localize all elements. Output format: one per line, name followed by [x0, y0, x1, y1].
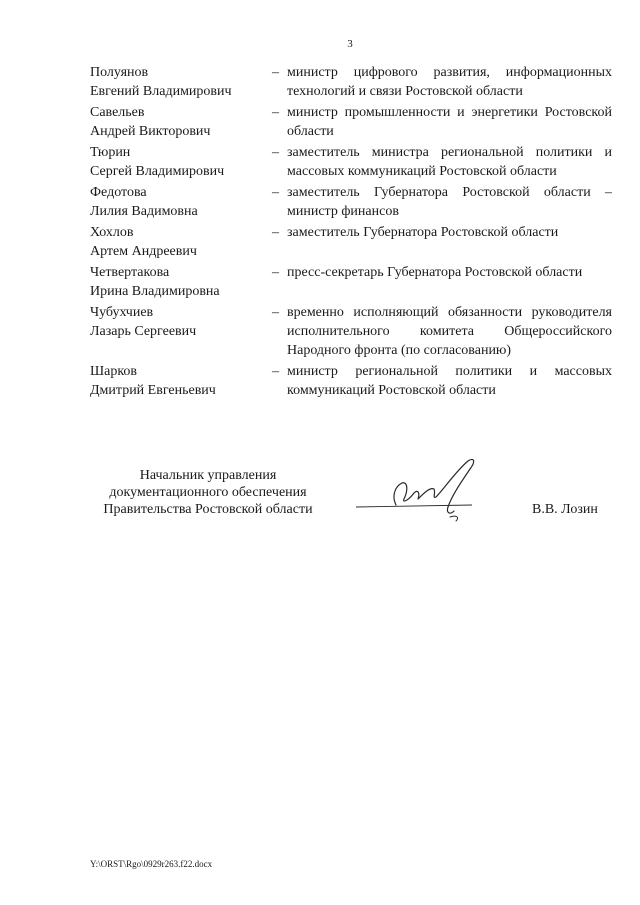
member-name [90, 183, 270, 221]
member-name [90, 63, 270, 101]
member-dash: – [272, 105, 279, 120]
member-surname: Шарков [90, 364, 138, 379]
member-given-names: Ирина Владимировна [90, 284, 220, 299]
member-given-names: Дмитрий Евгеньевич [90, 383, 216, 398]
member-position: пресс-секретарь Губернатора Ростовской области [287, 265, 583, 280]
member-given-names: Лилия Вадимовна [90, 204, 198, 219]
member-row [90, 143, 615, 183]
handwritten-signature [352, 457, 492, 529]
member-name [90, 143, 270, 181]
member-position: министр промышленности и энергетики Ростовской области [287, 105, 612, 139]
member-row [90, 263, 615, 303]
member-name [90, 362, 270, 400]
member-dash: – [272, 145, 279, 160]
member-position: министр региональной политики и массовых коммуникаций Ростовской области [287, 364, 612, 398]
signatory-title-line: Правительства Ростовской области [103, 502, 313, 517]
member-surname: Тюрин [90, 145, 131, 160]
member-dash: – [272, 225, 279, 240]
member-surname: Федотова [90, 185, 147, 200]
member-name [90, 103, 270, 141]
signatory-name: В.В. Лозин [532, 502, 598, 517]
file-path-footer: Y:\ORST\Rgo\0929r263.f22.docx [90, 859, 213, 869]
member-position: заместитель министра региональной политики и массовых коммуникаций Ростовской области [287, 145, 612, 179]
member-dash: – [272, 305, 279, 320]
member-surname: Чубухчиев [90, 305, 154, 320]
member-row [90, 63, 615, 103]
member-given-names: Андрей Викторович [90, 124, 211, 139]
member-dash: – [272, 65, 279, 80]
member-surname: Четвертакова [90, 265, 170, 280]
member-given-names: Евгений Владимирович [90, 84, 232, 99]
signature-block [0, 467, 640, 547]
member-row [90, 303, 615, 362]
member-surname: Савельев [90, 105, 145, 120]
member-surname: Полуянов [90, 65, 149, 80]
signatory-title [88, 467, 328, 518]
member-position: заместитель Губернатора Ростовской области – министр финансов [287, 185, 612, 219]
member-name [90, 263, 270, 301]
member-surname: Хохлов [90, 225, 134, 240]
member-position: заместитель Губернатора Ростовской области [287, 225, 559, 240]
member-dash: – [272, 364, 279, 379]
member-list [90, 63, 615, 402]
member-row [90, 183, 615, 223]
member-given-names: Лазарь Сергеевич [90, 324, 197, 339]
member-given-names: Сергей Владимирович [90, 164, 225, 179]
member-row [90, 103, 615, 143]
member-row [90, 223, 615, 263]
member-position: временно исполняющий обязанности руководителя исполнительного комитета Общероссийского Народного фронта (по согласованию) [287, 305, 612, 358]
signatory-title-line: Начальник управления [139, 468, 277, 483]
page-number: 3 [347, 38, 353, 50]
signatory-title-line: документационного обеспечения [109, 485, 307, 500]
member-dash: – [272, 185, 279, 200]
member-given-names: Артем Андреевич [90, 244, 197, 259]
member-name [90, 303, 270, 341]
member-position: министр цифрового развития, информационных технологий и связи Ростовской области [287, 65, 612, 99]
member-dash: – [272, 265, 279, 280]
member-row [90, 362, 615, 402]
member-name [90, 223, 270, 261]
